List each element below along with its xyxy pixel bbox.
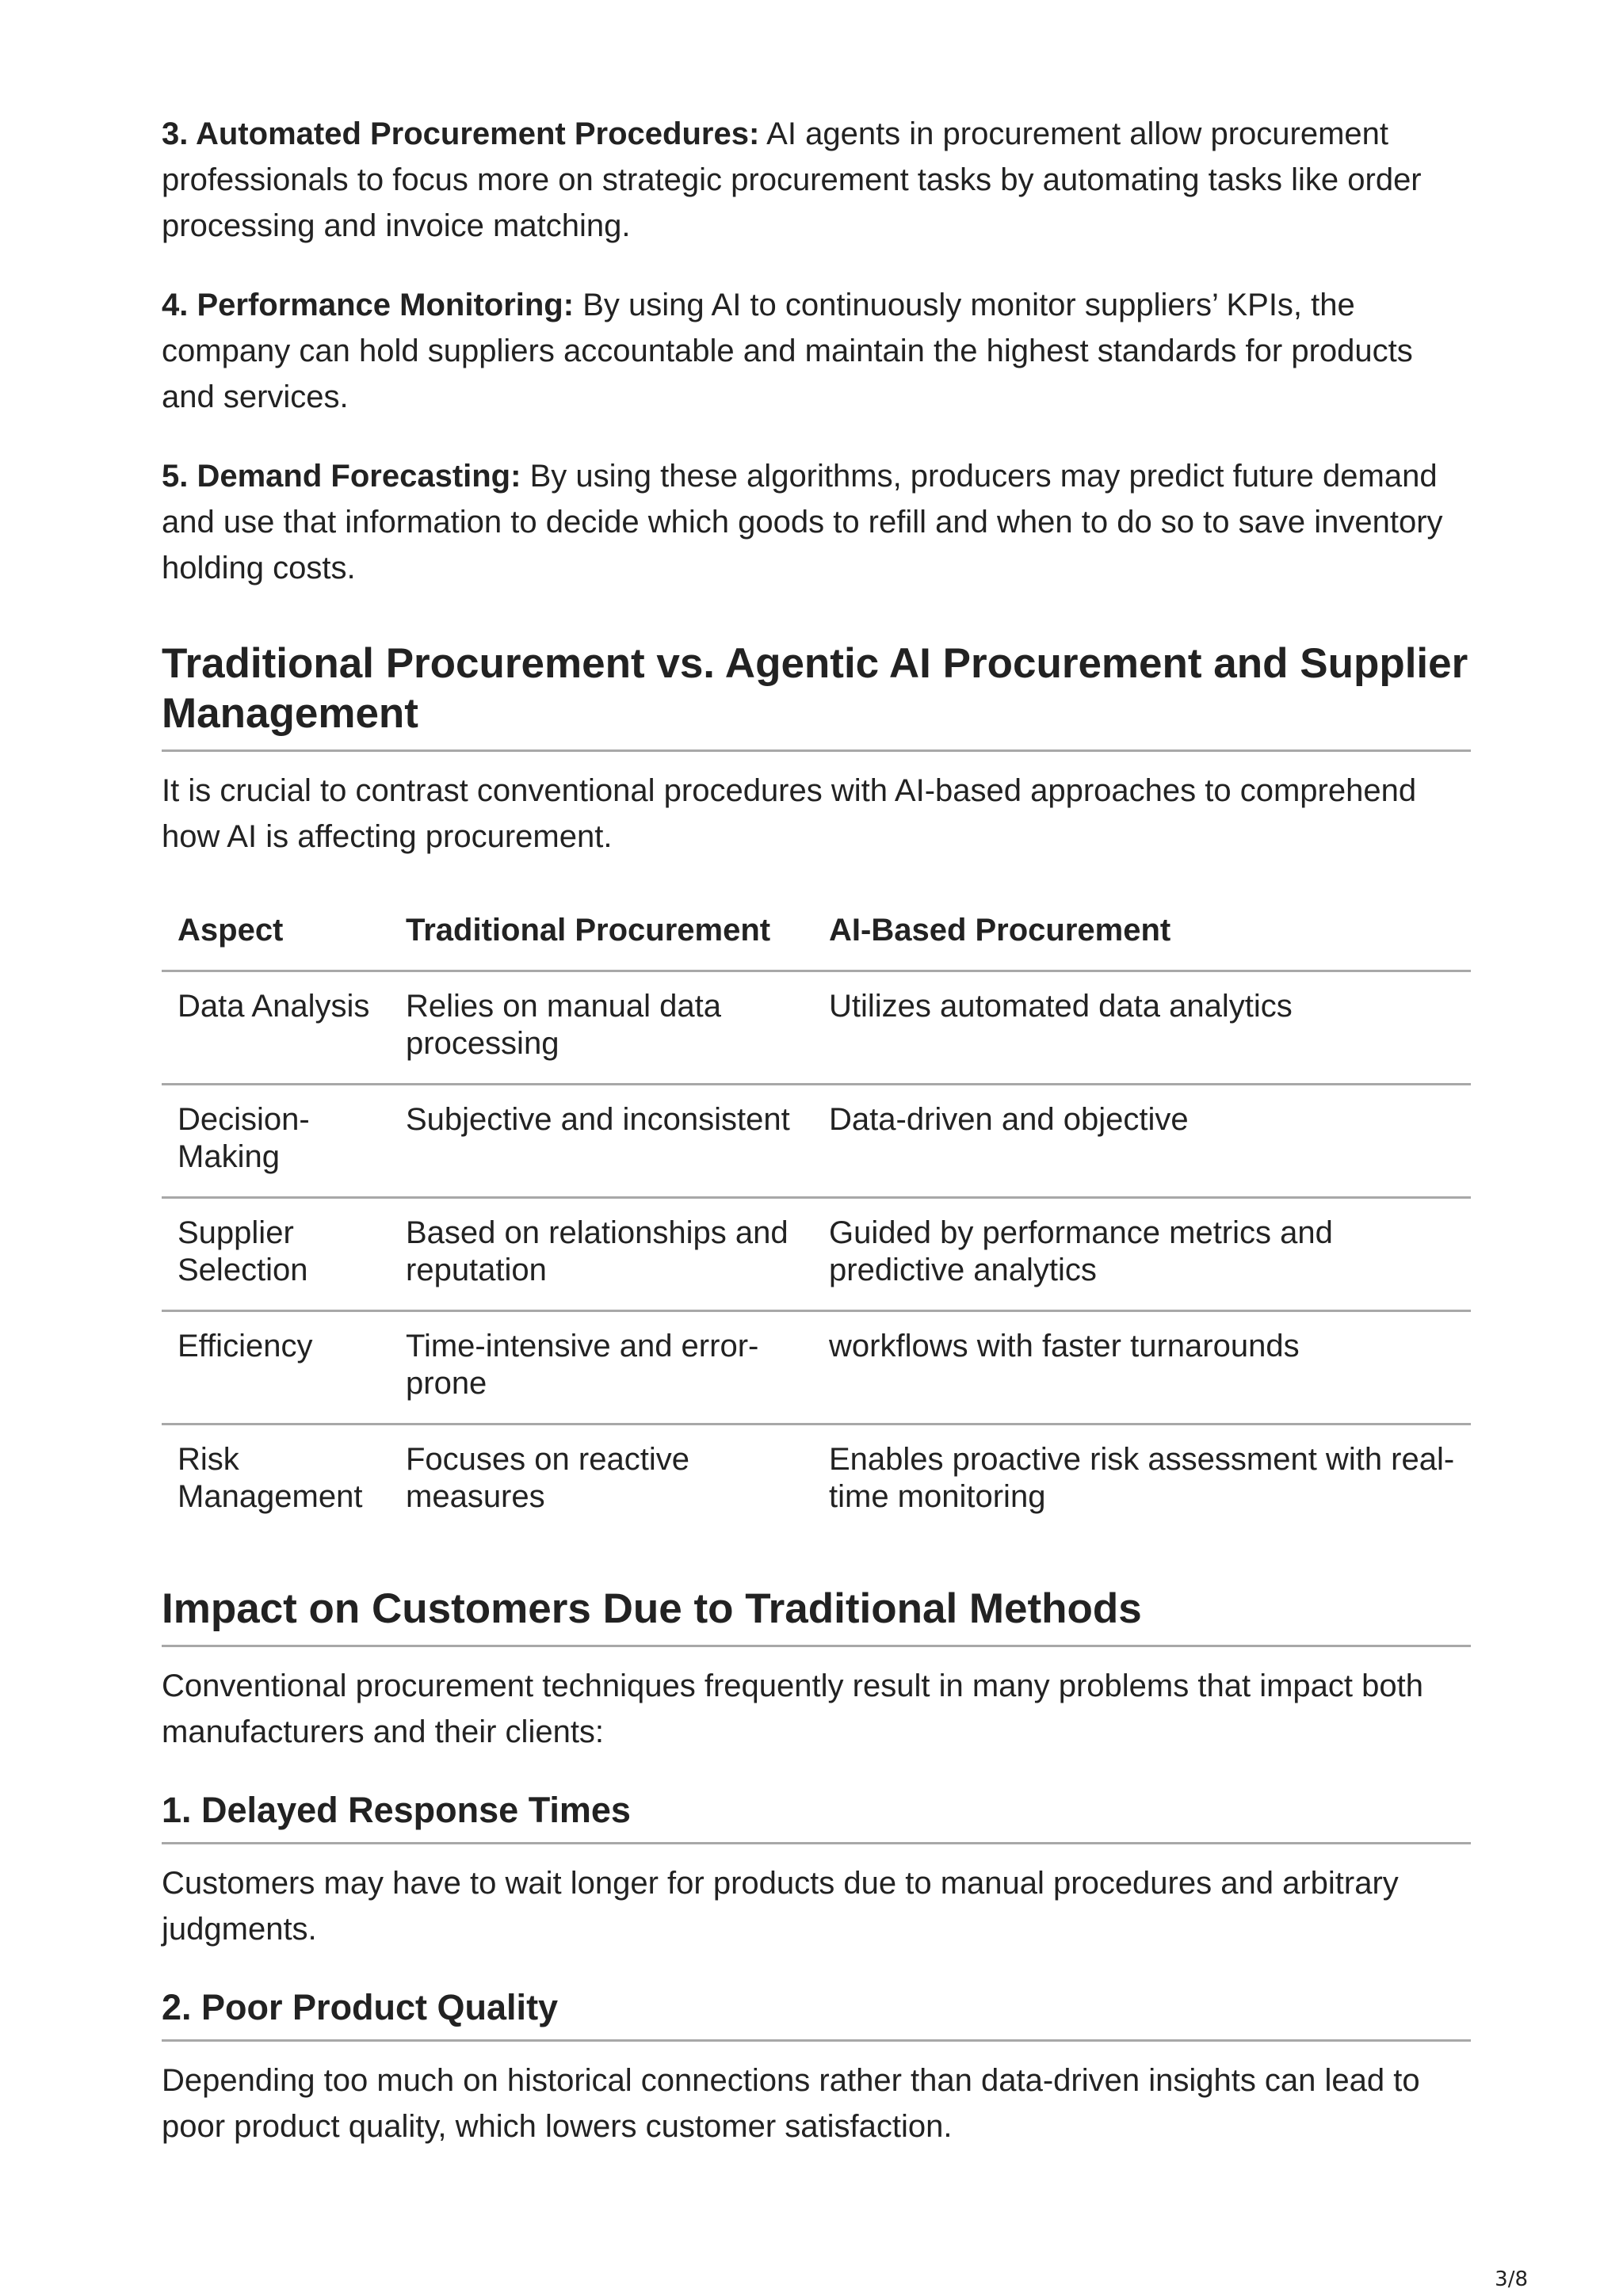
table-row [162,971,1471,1085]
comparison-heading: Traditional Procurement vs. Agentic AI Procurement and Supplier Management [162,639,1471,752]
table-cell: Based on relationships and reputation [390,1198,813,1311]
table-cell: Time-intensive and error-prone [390,1311,813,1425]
table-cell: Relies on manual data processing [390,971,813,1085]
list-item-text: By using AI to continuously monitor suppliers’ KPIs, the company can hold suppliers accountable and maintain the highest standards for products and services. [162,288,1413,414]
table-header-row [162,904,1471,971]
list-item-label: 4. Performance Monitoring: [162,288,575,322]
table-row [162,1311,1471,1425]
list-item-demand-forecasting [162,453,1471,591]
impact-heading: Impact on Customers Due to Traditional Methods [162,1584,1471,1647]
document-page [162,111,1471,2183]
table-cell: Guided by performance metrics and predictive analytics [813,1198,1471,1311]
list-item-automated-procurement [162,111,1471,249]
subsection-text-delayed-response: Customers may have to wait longer for products due to manual procedures and arbitrary judgments. [162,1866,1399,1947]
table-row [162,1198,1471,1311]
list-item-text: AI agents in procurement allow procurement professionals to focus more on strategic procurement tasks by automating tasks like order processing and invoice matching. [162,116,1422,243]
table-cell: Enables proactive risk assessment with real-time monitoring [829,1442,1455,1514]
subsection-heading-delayed-response: 1. Delayed Response Times [162,1788,1471,1844]
table-cell: Data Analysis [162,971,390,1085]
table-cell: Decision-Making [162,1085,390,1198]
subsection-text-poor-quality: Depending too much on historical connections rather than data-driven insights can lead to poor product quality, which lowers customer satisfaction. [162,2063,1420,2144]
table-cell: Utilizes automated data analytics [813,971,1471,1085]
table-cell: workflows with faster turnarounds [813,1311,1471,1425]
table-cell: Subjective and inconsistent [390,1085,813,1198]
page-number: 3/8 [1495,2267,1528,2291]
column-header-traditional: Traditional Procurement [390,904,813,971]
list-item-label: 5. Demand Forecasting: [162,459,521,494]
table-cell: Risk Management [178,1442,363,1514]
list-item-label: 3. Automated Procurement Procedures: [162,116,760,151]
column-header-ai-based: AI-Based Procurement [813,904,1471,971]
comparison-intro: It is crucial to contrast conventional procedures with AI-based approaches to comprehend how AI is affecting procurement. [162,773,1417,854]
column-header-aspect: Aspect [162,904,390,971]
table-cell: Data-driven and objective [813,1085,1471,1198]
list-item-performance-monitoring [162,282,1471,420]
impact-intro: Conventional procurement techniques frequently result in many problems that impact both manufacturers and their clients: [162,1669,1423,1749]
subsection-heading-poor-quality: 2. Poor Product Quality [162,1985,1471,2042]
comparison-table [162,904,1471,1536]
list-item-text: By using these algorithms, producers may predict future demand and use that information to decide which goods to refill and when to do so to save inventory holding costs. [162,459,1443,585]
table-cell: Focuses on reactive measures [406,1442,689,1514]
table-row [162,1085,1471,1198]
table-cell: Supplier Selection [162,1198,390,1311]
table-cell: Efficiency [162,1311,390,1425]
table-row [162,1425,1471,1537]
